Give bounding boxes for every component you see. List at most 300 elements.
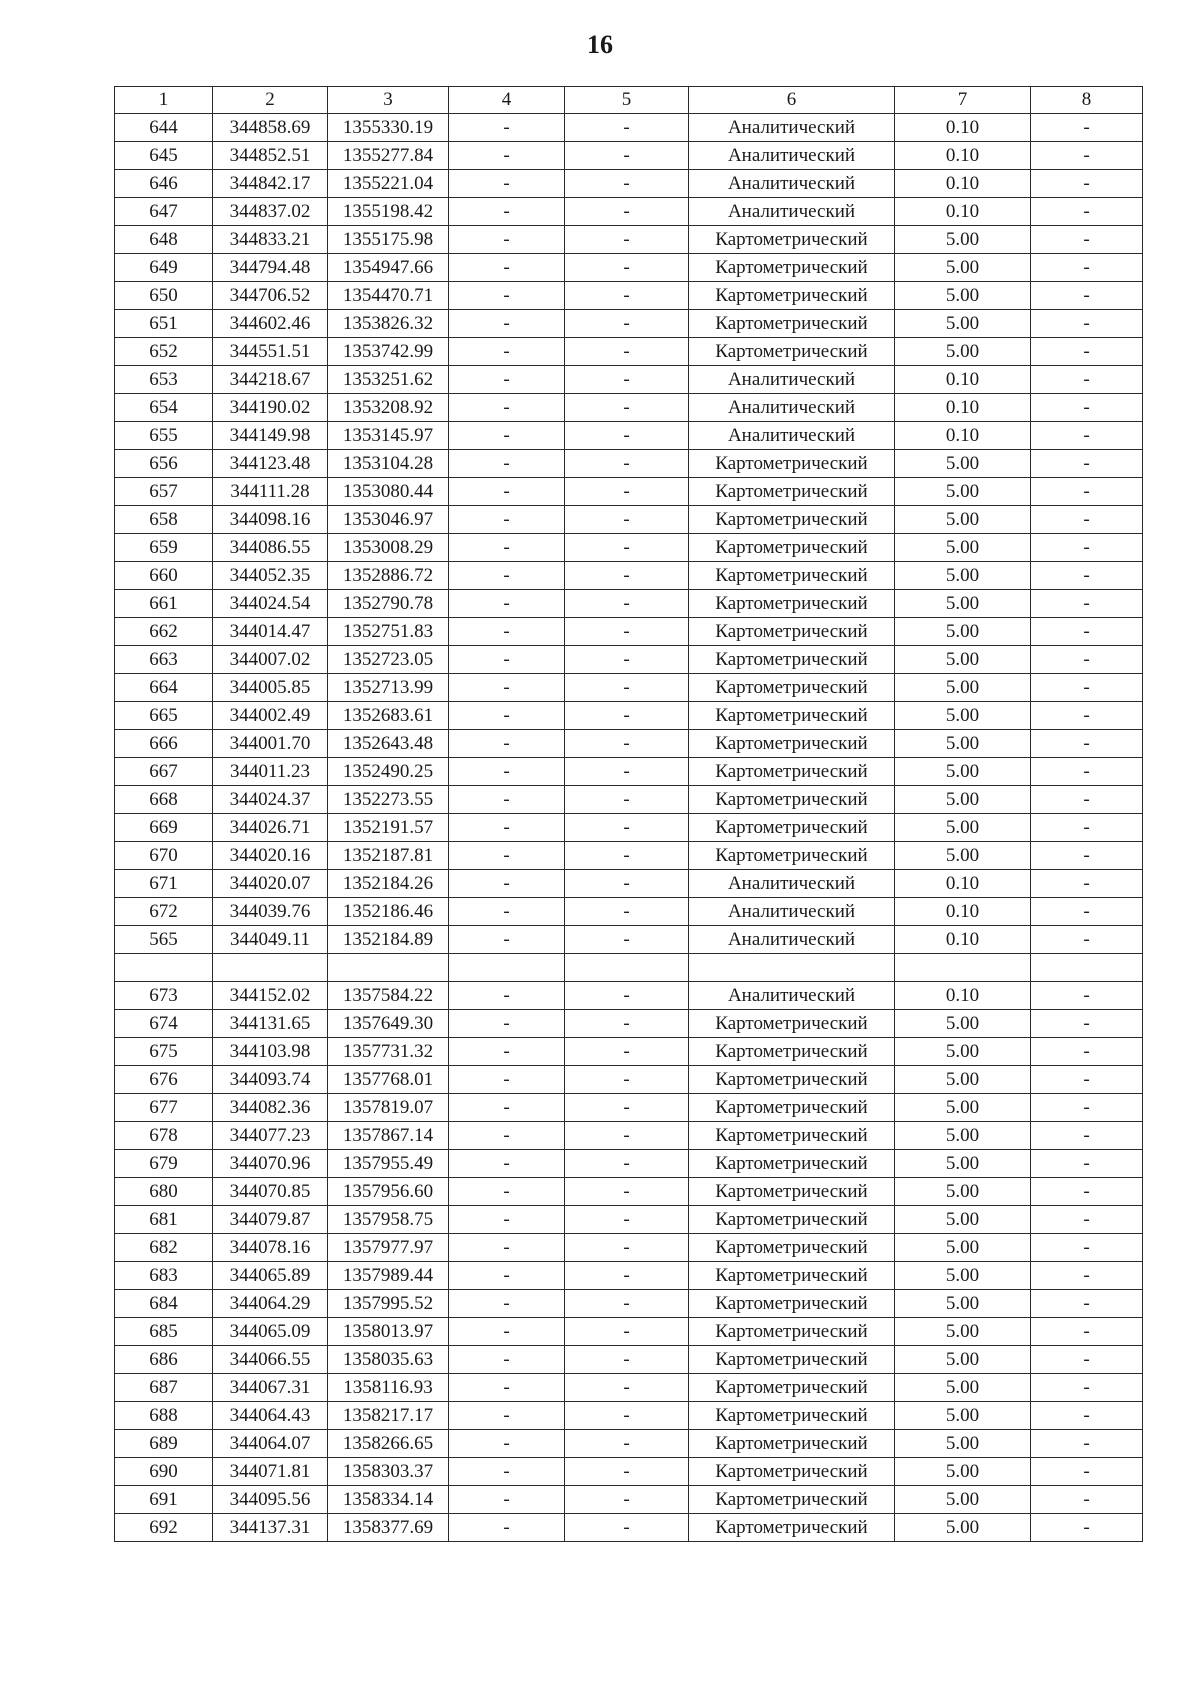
table-cell-col-1: 683 [115,1262,213,1290]
table-cell-col-6: Аналитический [689,394,895,422]
table-cell-col-3: 1352751.83 [328,618,449,646]
table-cell-col-4: - [449,730,565,758]
table-cell-col-6: Картометрический [689,1318,895,1346]
table-cell-col-7: 5.00 [895,702,1031,730]
table-row [115,310,1143,338]
table-cell-col-2: 344095.56 [213,1486,328,1514]
table-cell-col-1: 660 [115,562,213,590]
table-cell-col-4: - [449,1514,565,1542]
table-cell-col-3: 1357819.07 [328,1094,449,1122]
table-cell-col-7: 0.10 [895,870,1031,898]
table-cell-col-3: 1352723.05 [328,646,449,674]
table-cell-col-2: 344086.55 [213,534,328,562]
table-cell-col-7: 5.00 [895,1458,1031,1486]
table-cell-col-1: 662 [115,618,213,646]
table-cell-col-5: - [565,478,689,506]
table-cell-col-5: - [565,1458,689,1486]
table-cell-col-1: 670 [115,842,213,870]
table-cell-col-4: - [449,1374,565,1402]
table-cell-col-2: 344064.29 [213,1290,328,1318]
table-cell-col-6: Аналитический [689,366,895,394]
column-header-7: 7 [895,87,1031,114]
table-cell-col-3: 1357867.14 [328,1122,449,1150]
table-cell-col-8: - [1031,450,1143,478]
table-cell-col-8: - [1031,142,1143,170]
table-cell-col-8: - [1031,1262,1143,1290]
table-cell-col-4: - [449,422,565,450]
table-cell-col-5: - [565,702,689,730]
table-cell-col-8: - [1031,898,1143,926]
table-row [115,1150,1143,1178]
table-cell-col-7: 5.00 [895,1010,1031,1038]
table-row [115,982,1143,1010]
table-cell-col-5: - [565,758,689,786]
table-cell-col-6: Картометрический [689,730,895,758]
table-cell-col-4: - [449,814,565,842]
table-cell-col-5: - [565,1318,689,1346]
table-cell-col-2: 344149.98 [213,422,328,450]
table-cell-col-4: - [449,1318,565,1346]
table-cell-col-7: 5.00 [895,226,1031,254]
table-cell-col-8: - [1031,1234,1143,1262]
table-row [115,786,1143,814]
table-cell-col-4: - [449,254,565,282]
table-cell-col-1: 685 [115,1318,213,1346]
table-cell-col-5: - [565,1346,689,1374]
table-cell-col-1: 664 [115,674,213,702]
table-cell-col-4: - [449,870,565,898]
table-cell-col-1: 678 [115,1122,213,1150]
table-cell-col-4: - [449,842,565,870]
table-cell-col-5: - [565,226,689,254]
table-cell-col-7: 5.00 [895,1318,1031,1346]
table-cell-col-8: - [1031,534,1143,562]
table-row [115,114,1143,142]
table-cell-col-5: - [565,1402,689,1430]
table-cell-col-1: 667 [115,758,213,786]
table-cell-col-7: 5.00 [895,1402,1031,1430]
table-cell-col-1: 679 [115,1150,213,1178]
table-cell-col-1: 692 [115,1514,213,1542]
table-cell-col-8: - [1031,1094,1143,1122]
table-cell-col-3: 1355221.04 [328,170,449,198]
table-cell-col-2: 344007.02 [213,646,328,674]
table-cell-col-8: - [1031,114,1143,142]
table-cell-col-8: - [1031,870,1143,898]
table-cell-col-6: Картометрический [689,786,895,814]
table-cell-col-3: 1357956.60 [328,1178,449,1206]
table-cell-col-4: - [449,338,565,366]
table-cell-col-2: 344077.23 [213,1122,328,1150]
table-cell-col-3: 1353008.29 [328,534,449,562]
table-cell-col-2: 344123.48 [213,450,328,478]
column-header-6: 6 [689,87,895,114]
table-cell-col-6: Аналитический [689,422,895,450]
table-cell-col-7: 5.00 [895,1346,1031,1374]
table-cell-col-3: 1354947.66 [328,254,449,282]
table-cell-col-5: - [565,926,689,954]
table-cell-col-5: - [565,1206,689,1234]
table-cell-col-2: 344858.69 [213,114,328,142]
table-cell-col-6: Картометрический [689,1262,895,1290]
table-cell-col-7: 5.00 [895,310,1031,338]
table-cell-col-6: Картометрический [689,310,895,338]
table-cell-col-8: - [1031,254,1143,282]
table-cell-col-4: - [449,1262,565,1290]
table-cell-col-7: 5.00 [895,1094,1031,1122]
table-row [115,1430,1143,1458]
table-cell-col-8 [1031,954,1143,982]
table-cell-col-6: Картометрический [689,1066,895,1094]
table-cell-col-4: - [449,226,565,254]
table-cell-col-5: - [565,198,689,226]
table-cell-col-7: 5.00 [895,590,1031,618]
table-cell-col-5: - [565,1178,689,1206]
table-cell-col-4: - [449,562,565,590]
table-cell-col-8: - [1031,758,1143,786]
table-cell-col-7: 5.00 [895,1514,1031,1542]
table-cell-col-4: - [449,170,565,198]
table-row [115,254,1143,282]
table-cell-col-3: 1353046.97 [328,506,449,534]
table-cell-col-2: 344111.28 [213,478,328,506]
table-row [115,1066,1143,1094]
table-cell-col-1: 691 [115,1486,213,1514]
column-header-2: 2 [213,87,328,114]
table-cell-col-2: 344833.21 [213,226,328,254]
table-cell-col-2: 344137.31 [213,1514,328,1542]
table-row [115,590,1143,618]
table-cell-col-5: - [565,422,689,450]
table-cell-col-8: - [1031,786,1143,814]
table-cell-col-1: 682 [115,1234,213,1262]
table-cell-col-8: - [1031,646,1143,674]
table-cell-col-2: 344093.74 [213,1066,328,1094]
table-cell-col-8: - [1031,842,1143,870]
table-cell-col-7: 5.00 [895,786,1031,814]
table-row [115,1402,1143,1430]
table-cell-col-1: 681 [115,1206,213,1234]
table-cell-col-3: 1358377.69 [328,1514,449,1542]
table-cell-col-8: - [1031,562,1143,590]
table-cell-col-3: 1357977.97 [328,1234,449,1262]
table-cell-col-3 [328,954,449,982]
table-cell-col-8: - [1031,1066,1143,1094]
table-cell-col-7: 5.00 [895,506,1031,534]
table-cell-col-3: 1358266.65 [328,1430,449,1458]
table-cell-col-5: - [565,450,689,478]
table-cell-col-4: - [449,898,565,926]
table-cell-col-5: - [565,254,689,282]
table-cell-col-3: 1358013.97 [328,1318,449,1346]
table-cell-col-7: 5.00 [895,1262,1031,1290]
table-cell-col-8: - [1031,618,1143,646]
table-cell-col-4: - [449,1206,565,1234]
table-row [115,1486,1143,1514]
table-cell-col-7: 5.00 [895,1486,1031,1514]
table-row [115,898,1143,926]
table-cell-col-7: 5.00 [895,478,1031,506]
table-cell-col-3: 1352643.48 [328,730,449,758]
table-cell-col-7: 5.00 [895,1122,1031,1150]
table-cell-col-1: 646 [115,170,213,198]
table-row [115,394,1143,422]
table-cell-col-8: - [1031,674,1143,702]
table-cell-col-6: Картометрический [689,254,895,282]
table-row [115,1318,1143,1346]
table-row [115,450,1143,478]
table-cell-col-7: 5.00 [895,1178,1031,1206]
table-cell-col-2: 344131.65 [213,1010,328,1038]
table-cell-col-7: 0.10 [895,926,1031,954]
table-cell-col-3: 1353104.28 [328,450,449,478]
table-cell-col-1: 659 [115,534,213,562]
table-cell-col-7: 0.10 [895,142,1031,170]
table-cell-col-8: - [1031,1206,1143,1234]
table-row [115,674,1143,702]
table-cell-col-4: - [449,1402,565,1430]
table-cell-col-1: 689 [115,1430,213,1458]
table-cell-col-7: 5.00 [895,534,1031,562]
table-cell-col-8: - [1031,1402,1143,1430]
table-cell-col-3: 1352191.57 [328,814,449,842]
table-cell-col-4: - [449,478,565,506]
table-cell-col-6 [689,954,895,982]
table-cell-col-6: Картометрический [689,534,895,562]
table-cell-col-1: 650 [115,282,213,310]
table-cell-col-7: 5.00 [895,758,1031,786]
table-cell-col-6: Картометрический [689,618,895,646]
table-cell-col-4: - [449,1094,565,1122]
table-cell-col-1: 680 [115,1178,213,1206]
table-cell-col-1: 647 [115,198,213,226]
table-cell-col-3: 1358334.14 [328,1486,449,1514]
table-cell-col-7: 5.00 [895,1374,1031,1402]
table-cell-col-1: 661 [115,590,213,618]
table-row [115,338,1143,366]
table-cell-col-8: - [1031,1178,1143,1206]
table-cell-col-5: - [565,618,689,646]
table-cell-col-8: - [1031,1346,1143,1374]
table-cell-col-6: Картометрический [689,226,895,254]
table-cell-col-2: 344039.76 [213,898,328,926]
table-cell-col-3: 1357584.22 [328,982,449,1010]
table-cell-col-6: Аналитический [689,926,895,954]
table-row [115,1290,1143,1318]
table-cell-col-3: 1357955.49 [328,1150,449,1178]
table-cell-col-8: - [1031,478,1143,506]
table-cell-col-6: Картометрический [689,506,895,534]
table-cell-col-7: 5.00 [895,674,1031,702]
table-cell-col-5: - [565,1514,689,1542]
table-cell-col-3: 1358217.17 [328,1402,449,1430]
table-cell-col-7: 5.00 [895,254,1031,282]
table-cell-col-8: - [1031,702,1143,730]
coordinates-table [114,86,1143,1542]
table-cell-col-8: - [1031,1038,1143,1066]
table-cell-col-1: 658 [115,506,213,534]
table-cell-col-4: - [449,506,565,534]
table-cell-col-7: 0.10 [895,982,1031,1010]
table-cell-col-2: 344011.23 [213,758,328,786]
table-cell-col-8: - [1031,1290,1143,1318]
table-cell-col-4 [449,954,565,982]
table-cell-col-2: 344852.51 [213,142,328,170]
table-cell-col-5: - [565,534,689,562]
table-cell-col-5: - [565,1150,689,1178]
table-cell-col-5: - [565,506,689,534]
table-cell-col-4: - [449,674,565,702]
table-cell-col-2: 344002.49 [213,702,328,730]
table-cell-col-1: 676 [115,1066,213,1094]
table-cell-col-5 [565,954,689,982]
table-cell-col-7: 5.00 [895,338,1031,366]
table-cell-col-5: - [565,1234,689,1262]
table-cell-col-1: 652 [115,338,213,366]
table-cell-col-2: 344706.52 [213,282,328,310]
table-cell-col-4: - [449,142,565,170]
table-cell-col-5: - [565,1430,689,1458]
table-cell-col-8: - [1031,282,1143,310]
table-cell-col-7: 5.00 [895,730,1031,758]
table-cell-col-1: 654 [115,394,213,422]
table-cell-col-7: 5.00 [895,1234,1031,1262]
table-cell-col-2: 344026.71 [213,814,328,842]
table-cell-col-1: 656 [115,450,213,478]
table-cell-col-3: 1357649.30 [328,1010,449,1038]
table-cell-col-2: 344024.37 [213,786,328,814]
table-cell-col-7: 5.00 [895,562,1031,590]
table-cell-col-5: - [565,898,689,926]
table-row [115,954,1143,982]
table-row [115,1514,1143,1542]
table-row [115,282,1143,310]
table-cell-col-1 [115,954,213,982]
table-cell-col-2: 344020.16 [213,842,328,870]
table-cell-col-2: 344020.07 [213,870,328,898]
table-cell-col-2: 344098.16 [213,506,328,534]
table-cell-col-8: - [1031,1458,1143,1486]
table-cell-col-4: - [449,590,565,618]
table-cell-col-3: 1355198.42 [328,198,449,226]
table-cell-col-2: 344005.85 [213,674,328,702]
table-cell-col-3: 1352273.55 [328,786,449,814]
table-cell-col-5: - [565,338,689,366]
table-cell-col-5: - [565,562,689,590]
table-cell-col-7: 0.10 [895,114,1031,142]
table-cell-col-1: 644 [115,114,213,142]
table-cell-col-7: 0.10 [895,422,1031,450]
table-cell-col-6: Картометрический [689,282,895,310]
table-cell-col-2: 344218.67 [213,366,328,394]
table-cell-col-7: 5.00 [895,1290,1031,1318]
table-cell-col-5: - [565,1290,689,1318]
table-row [115,758,1143,786]
table-cell-col-2: 344602.46 [213,310,328,338]
table-cell-col-2: 344079.87 [213,1206,328,1234]
table-row [115,506,1143,534]
table-cell-col-3: 1357958.75 [328,1206,449,1234]
table-cell-col-6: Картометрический [689,842,895,870]
table-cell-col-7: 5.00 [895,646,1031,674]
table-cell-col-2: 344070.85 [213,1178,328,1206]
table-cell-col-2: 344052.35 [213,562,328,590]
table-cell-col-3: 1357768.01 [328,1066,449,1094]
table-cell-col-3: 1352184.26 [328,870,449,898]
table-cell-col-6: Картометрический [689,1038,895,1066]
table-cell-col-6: Картометрический [689,450,895,478]
table-row [115,422,1143,450]
table-cell-col-6: Аналитический [689,198,895,226]
table-cell-col-2: 344066.55 [213,1346,328,1374]
table-cell-col-3: 1352186.46 [328,898,449,926]
table-cell-col-3: 1358303.37 [328,1458,449,1486]
table-cell-col-3: 1352886.72 [328,562,449,590]
table-cell-col-5: - [565,590,689,618]
table-cell-col-3: 1352713.99 [328,674,449,702]
column-header-4: 4 [449,87,565,114]
table-cell-col-1: 688 [115,1402,213,1430]
table-cell-col-7: 5.00 [895,1206,1031,1234]
table-cell-col-4: - [449,1430,565,1458]
table-cell-col-4: - [449,1234,565,1262]
table-cell-col-1: 686 [115,1346,213,1374]
table-cell-col-1: 674 [115,1010,213,1038]
table-cell-col-4: - [449,618,565,646]
table-cell-col-6: Картометрический [689,1346,895,1374]
table-cell-col-6: Картометрический [689,758,895,786]
table-cell-col-3: 1355175.98 [328,226,449,254]
table-cell-col-1: 649 [115,254,213,282]
table-cell-col-3: 1352184.89 [328,926,449,954]
table-cell-col-2 [213,954,328,982]
table-cell-col-8: - [1031,926,1143,954]
table-cell-col-7: 0.10 [895,198,1031,226]
table-cell-col-3: 1353080.44 [328,478,449,506]
table-cell-col-2: 344049.11 [213,926,328,954]
table-cell-col-7: 0.10 [895,366,1031,394]
table-cell-col-3: 1353742.99 [328,338,449,366]
table-cell-col-5: - [565,730,689,758]
table-cell-col-5: - [565,842,689,870]
table-row [115,1094,1143,1122]
table-cell-col-1: 684 [115,1290,213,1318]
table-cell-col-4: - [449,1178,565,1206]
table-cell-col-6: Аналитический [689,898,895,926]
table-cell-col-3: 1352683.61 [328,702,449,730]
table-cell-col-5: - [565,114,689,142]
table-cell-col-2: 344837.02 [213,198,328,226]
table-cell-col-6: Картометрический [689,1150,895,1178]
table-cell-col-5: - [565,1486,689,1514]
table-cell-col-1: 668 [115,786,213,814]
table-row [115,1038,1143,1066]
table-row [115,1178,1143,1206]
table-cell-col-6: Картометрический [689,814,895,842]
table-cell-col-6: Картометрический [689,338,895,366]
table-row [115,1346,1143,1374]
table-cell-col-3: 1353251.62 [328,366,449,394]
table-cell-col-2: 344064.07 [213,1430,328,1458]
table-row [115,702,1143,730]
page-number: 16 [587,30,613,59]
table-cell-col-6: Аналитический [689,142,895,170]
table-cell-col-4: - [449,1290,565,1318]
table-cell-col-8: - [1031,814,1143,842]
table-cell-col-2: 344024.54 [213,590,328,618]
table-cell-col-6: Картометрический [689,1430,895,1458]
table-row [115,1010,1143,1038]
